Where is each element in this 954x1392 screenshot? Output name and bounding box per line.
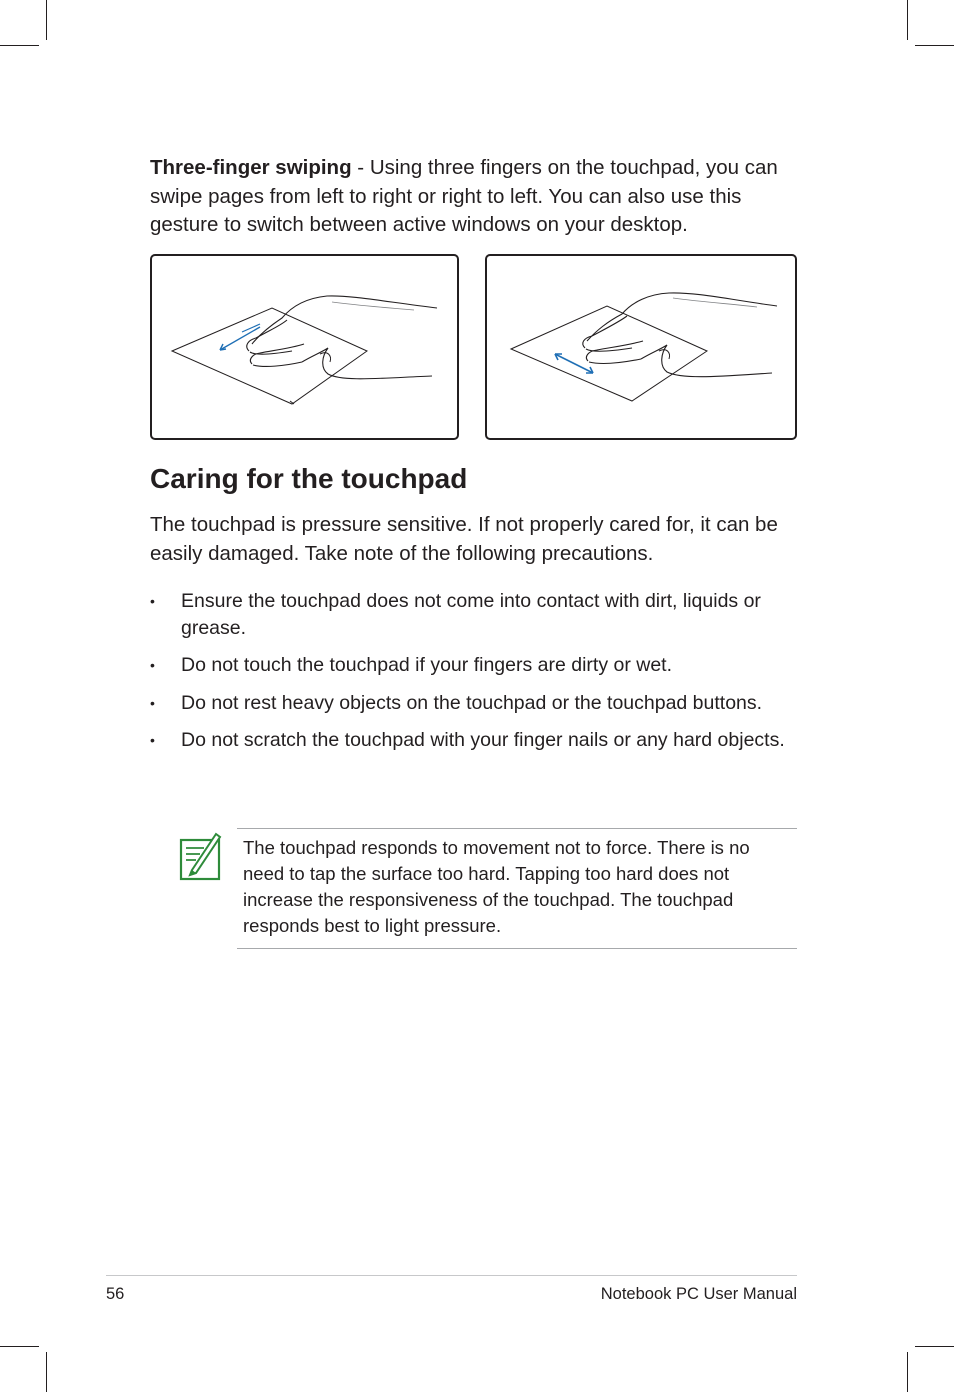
hand-on-touchpad-illustration <box>152 256 461 442</box>
precautions-list <box>150 588 810 765</box>
gesture-term: Three-finger swiping <box>150 156 352 179</box>
page-number: 56 <box>106 1285 125 1303</box>
illustration-swipe-right <box>485 254 797 440</box>
crop-mark <box>46 0 47 40</box>
crop-mark <box>0 45 39 46</box>
crop-mark <box>46 1352 47 1392</box>
crop-mark <box>907 1352 908 1392</box>
list-item <box>150 652 810 679</box>
crop-mark <box>915 45 954 46</box>
footer-rule <box>106 1275 797 1276</box>
list-item <box>150 588 810 641</box>
bullet-marker: • <box>150 694 155 711</box>
bullet-marker: • <box>150 732 155 748</box>
section-paragraph: The touchpad is pressure sensitive. If not properly cared for, it can be easily damaged. Take note of the following precautions. <box>150 513 778 565</box>
bullet-marker: • <box>150 593 155 609</box>
list-item-text: Do not rest heavy objects on the touchpad or the touchpad buttons. <box>181 691 763 714</box>
illustration-swipe-left <box>150 254 459 440</box>
note-pencil-icon <box>178 828 222 882</box>
section-heading: Caring for the touchpad <box>150 463 468 494</box>
note-top-rule <box>237 828 797 829</box>
list-item <box>150 690 810 717</box>
list-item <box>150 727 810 754</box>
crop-mark <box>907 0 908 40</box>
note-bottom-rule <box>237 948 797 949</box>
manual-title: Notebook PC User Manual <box>600 1285 797 1303</box>
crop-mark <box>915 1346 954 1347</box>
bullet-marker: • <box>150 657 155 673</box>
list-item-text: Do not scratch the touchpad with your finger nails or any hard objects. <box>181 729 785 751</box>
list-item-text: Ensure the touchpad does not come into contact with dirt, liquids or grease. <box>181 590 761 639</box>
gesture-description <box>150 154 800 240</box>
gesture-text: - Using three fingers on the touchpad, you can swipe pages from left to right or right to left. You can also use this gesture to switch between active windows on your desktop. <box>150 156 778 236</box>
crop-mark <box>0 1346 39 1347</box>
list-item-text: Do not touch the touchpad if your fingers are dirty or wet. <box>181 654 673 676</box>
hand-on-touchpad-illustration <box>487 256 799 442</box>
note-text: The touchpad responds to movement not to force. There is no need to tap the surface too hard. Tapping too hard does not increase the responsiveness of the touchpad. The touchpad responds best to light pressure. <box>243 837 750 936</box>
